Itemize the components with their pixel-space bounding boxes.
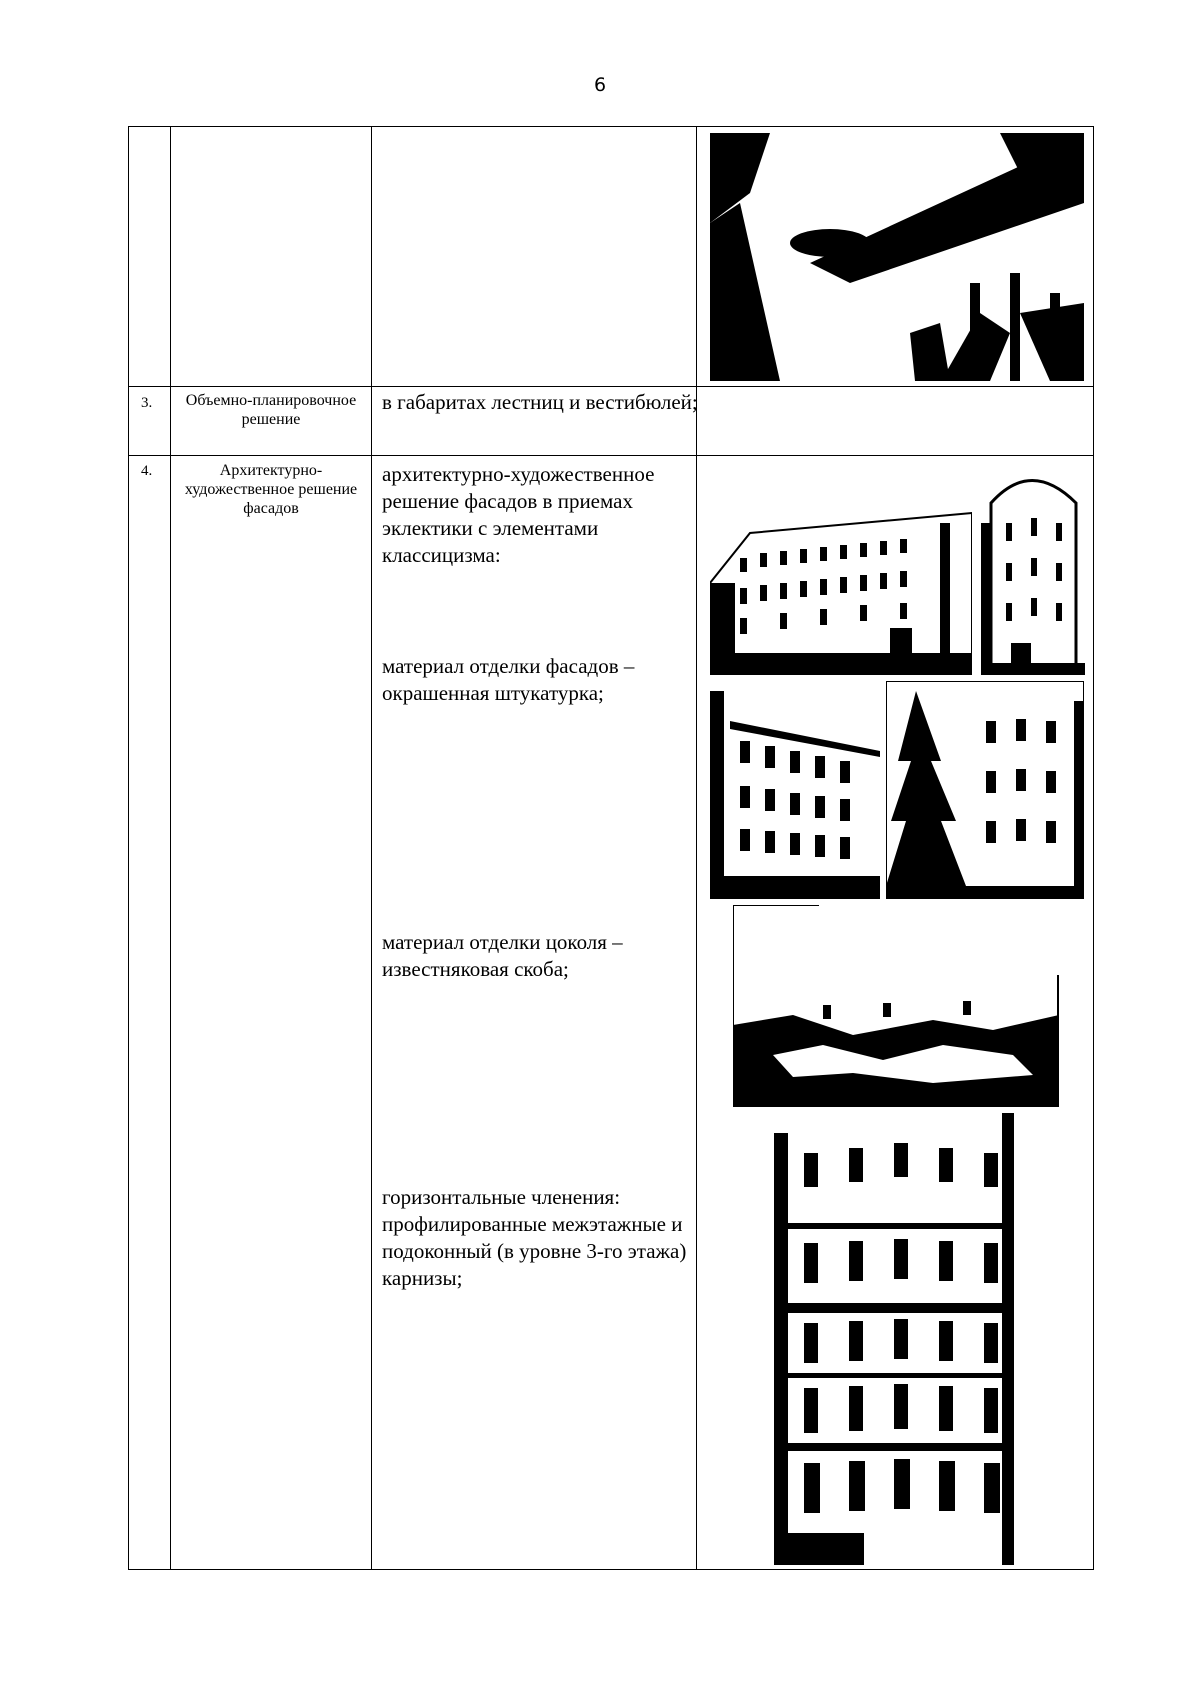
- facade-left-photo: [710, 681, 880, 899]
- horizontal-divisions-description: горизонтальные членения: профилированные межэтажные и подоконный (в уровне 3-го этажа) карнизы;: [382, 1185, 687, 1290]
- row-description: в габаритах лестниц и вестибюлей;: [382, 390, 698, 414]
- row-divider: [129, 386, 1093, 387]
- row-name: Объемно-планировочное решение: [185, 392, 357, 428]
- row-number: 3.: [141, 395, 153, 411]
- cornices-facade-photo: [774, 1113, 1014, 1565]
- column-divider: [696, 127, 697, 1569]
- building-street-photo: [710, 463, 972, 675]
- row-name: Архитектурно-художественное решение фасадов: [184, 462, 358, 517]
- staircase-detail-photo: [710, 133, 1084, 381]
- facade-material-description: материал отделки фасадов – окрашенная штукатурка;: [382, 654, 635, 705]
- corner-tower-photo: [981, 463, 1085, 675]
- page-number: 6: [593, 74, 607, 96]
- facade-tree-photo: [886, 681, 1084, 899]
- plinth-material-description: материал отделки цоколя – известняковая скоба;: [382, 930, 623, 981]
- column-divider: [371, 127, 372, 1569]
- column-divider: [170, 127, 171, 1569]
- requirements-table: [128, 126, 1094, 1570]
- plinth-limestone-photo: [733, 905, 1059, 1107]
- row-divider: [129, 455, 1093, 456]
- facade-style-description: архитектурно-художественное решение фасадов в приемах эклектики с элементами классицизма:: [382, 462, 655, 567]
- row-number: 4.: [141, 463, 153, 479]
